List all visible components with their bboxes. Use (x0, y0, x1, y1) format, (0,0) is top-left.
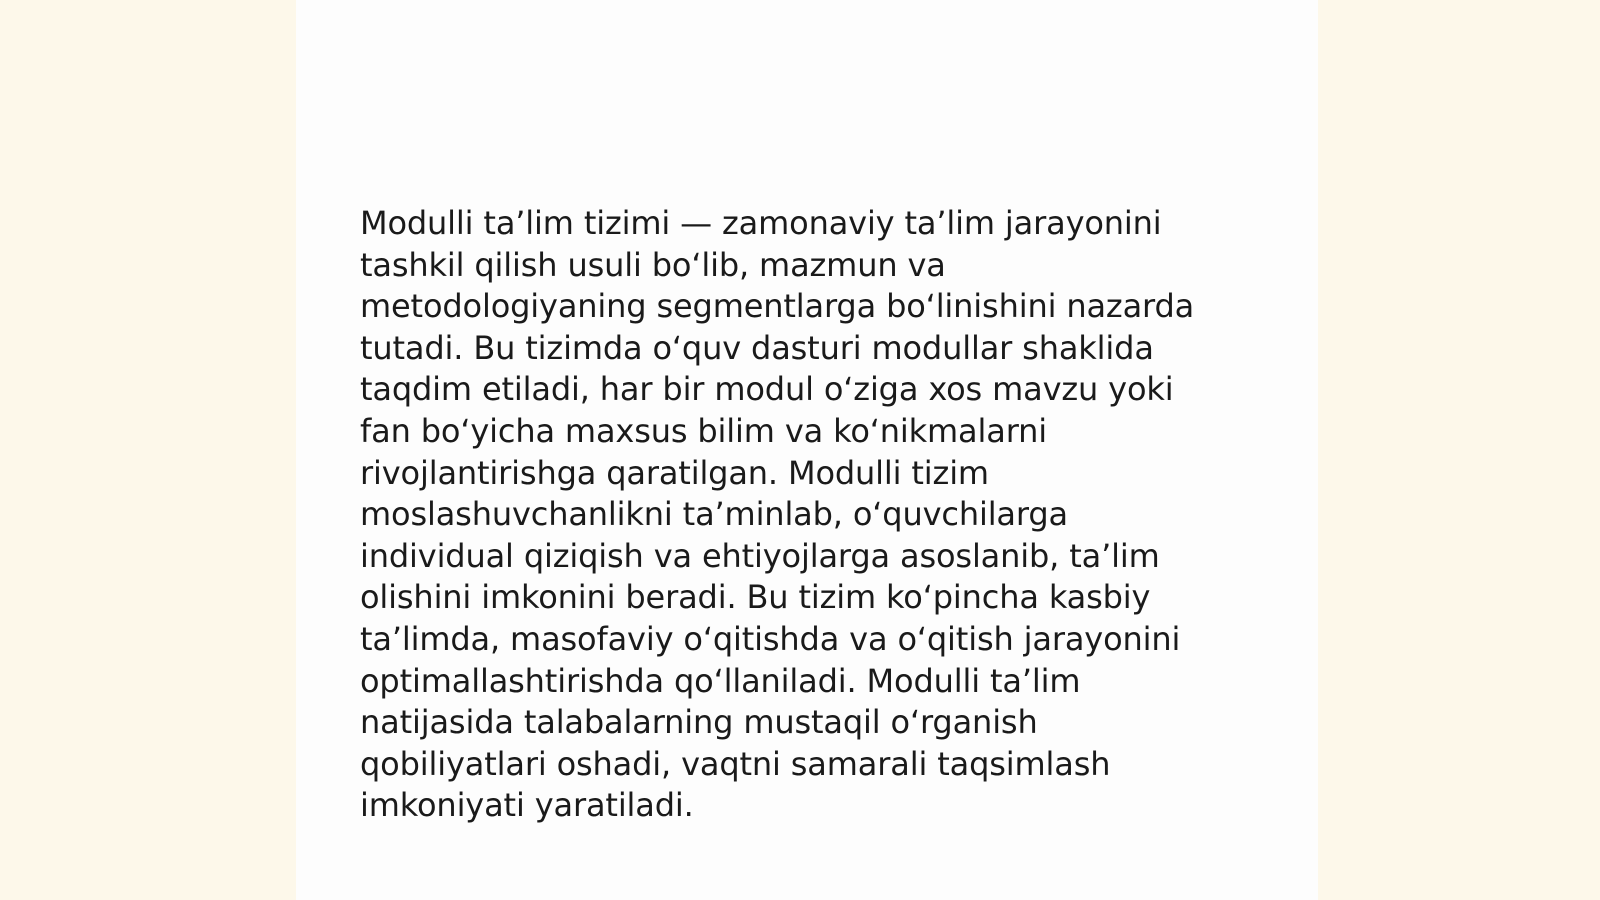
body-paragraph: Modulli ta’lim tizimi — zamonaviy ta’lim jarayonini tashkil qilish usuli bo‘lib, mazmun va metodologiyaning segmentlarga bo‘linishini nazarda tutadi. Bu tizimda o‘quv dasturi modullar shaklida taqdim etiladi, har bir modul o‘ziga xos mavzu yoki fan bo‘yicha maxsus bilim va ko‘nikmalarni rivojlantirishga qaratilgan. Modulli tizim moslashuvchanlikni ta’minlab, o‘quvchilarga individual qiziqish va ehtiyojlarga asoslanib, ta’lim olishini imkonini beradi. Bu tizim ko‘pincha kasbiy ta’limda, masofaviy o‘qitishda va o‘qitish jarayonini optimallashtirishda qo‘llaniladi. Modulli ta’lim natijasida talabalarning mustaqil o‘rganish qobiliyatlari oshadi, vaqtni samarali taqsimlash imkoniyati yaratiladi. (360, 204, 1195, 825)
document-page (296, 0, 1318, 900)
